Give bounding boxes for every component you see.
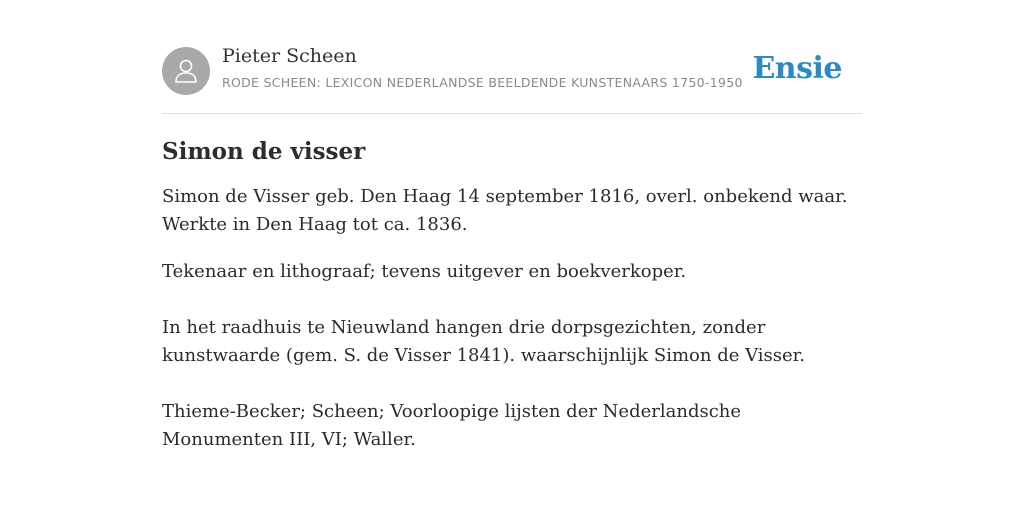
- entry-title: Simon de visser: [162, 138, 366, 165]
- user-avatar-icon: [172, 57, 200, 85]
- entry-card: [162, 40, 862, 454]
- entry-paragraph-4: Thieme-Becker; Scheen; Voorloopige lijsten der Nederlandsche Monumenten III, VI; Waller.: [162, 401, 742, 450]
- entry-paragraph-2: Tekenaar en lithograaf; tevens uitgever en boekverkoper.: [162, 261, 687, 282]
- author-name[interactable]: Pieter Scheen: [222, 45, 357, 67]
- brand-logo[interactable]: Ensie: [752, 51, 842, 86]
- entry-paragraph-3: In het raadhuis te Nieuwland hangen drie dorpsgezichten, zonder kunstwaarde (gem. S. de Visser 1841). waarschijnlijk Simon de Visser.: [162, 317, 805, 366]
- avatar[interactable]: [162, 47, 210, 95]
- source-name[interactable]: RODE SCHEEN: LEXICON NEDERLANDSE BEELDENDE KUNSTENAARS 1750-1950: [222, 75, 743, 90]
- entry-paragraph-1: Simon de Visser geb. Den Haag 14 september 1816, overl. onbekend waar. Werkte in Den Haag tot ca. 1836.: [162, 186, 848, 235]
- entry-header: [162, 40, 862, 114]
